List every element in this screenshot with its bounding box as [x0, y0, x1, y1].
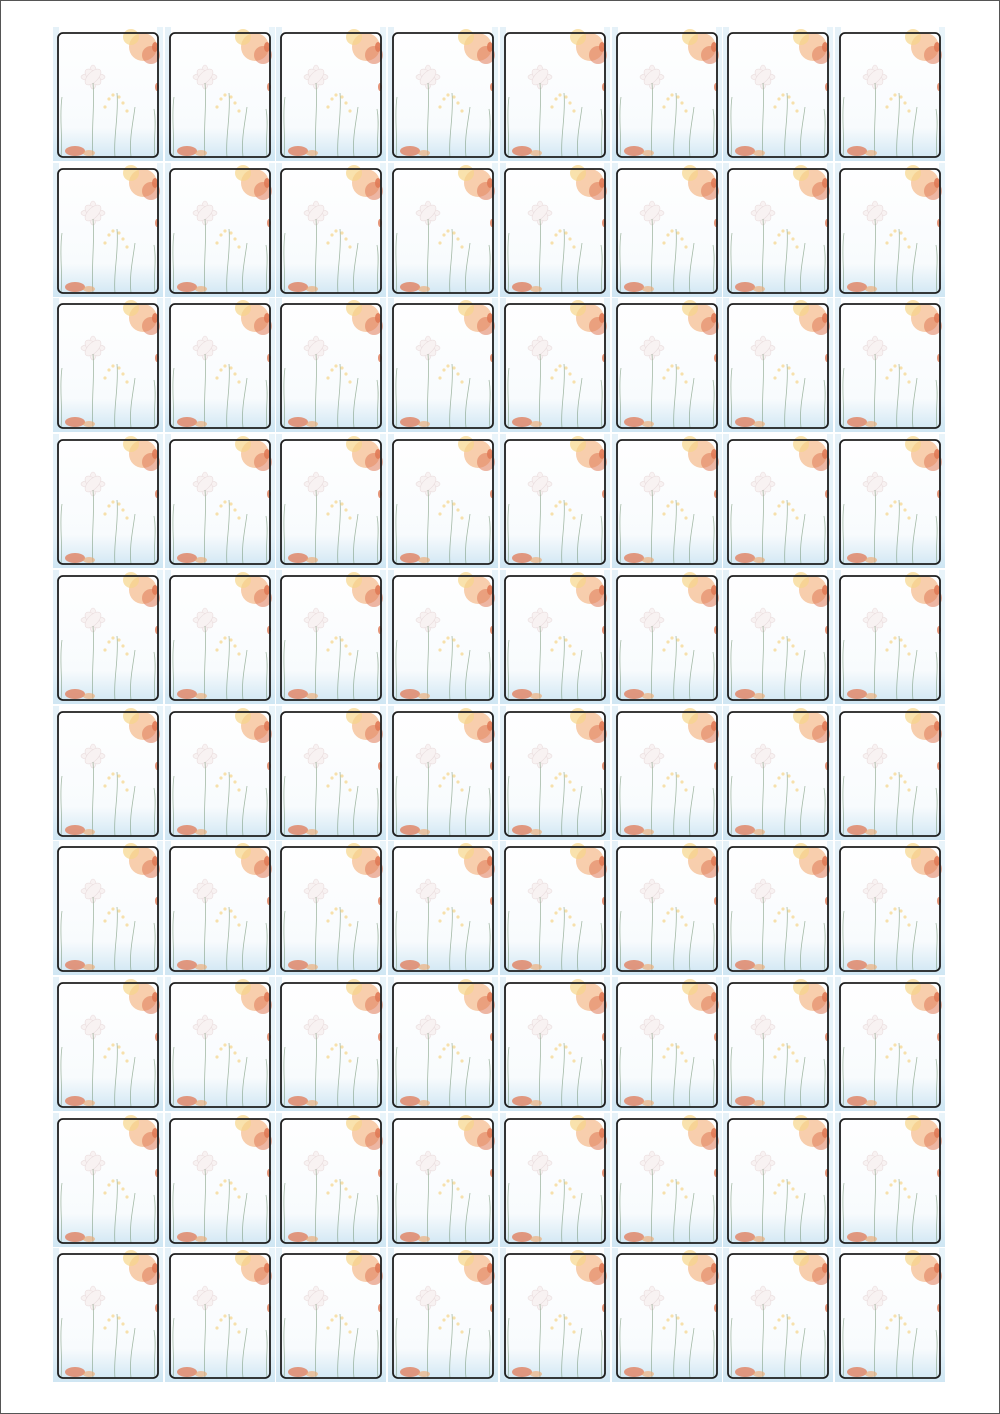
floral-label-tile — [500, 841, 610, 975]
floral-label-tile — [500, 298, 610, 432]
floral-label-tile — [53, 570, 163, 704]
floral-label-tile — [612, 434, 722, 568]
floral-label-tile — [612, 1248, 722, 1382]
floral-label-tile — [53, 706, 163, 840]
floral-label-tile — [165, 1248, 275, 1382]
floral-label-tile — [276, 1113, 386, 1247]
floral-label-tile — [835, 1248, 945, 1382]
floral-label-tile — [276, 570, 386, 704]
floral-label-tile — [165, 977, 275, 1111]
floral-label-tile — [500, 163, 610, 297]
floral-label-tile — [835, 570, 945, 704]
floral-label-tile — [388, 570, 498, 704]
floral-label-tile — [165, 706, 275, 840]
floral-label-tile — [723, 298, 833, 432]
floral-label-tile — [612, 706, 722, 840]
floral-label-tile — [53, 434, 163, 568]
floral-label-tile — [612, 977, 722, 1111]
floral-label-tile — [165, 570, 275, 704]
floral-label-tile — [165, 434, 275, 568]
floral-label-tile — [388, 434, 498, 568]
floral-label-tile — [276, 841, 386, 975]
floral-label-tile — [53, 1248, 163, 1382]
floral-label-tile — [723, 706, 833, 840]
floral-label-tile — [723, 977, 833, 1111]
floral-label-tile — [723, 27, 833, 161]
floral-label-tile — [388, 841, 498, 975]
floral-label-tile — [835, 27, 945, 161]
floral-label-tile — [835, 434, 945, 568]
floral-label-tile — [835, 163, 945, 297]
floral-label-tile — [835, 706, 945, 840]
floral-label-tile — [612, 1113, 722, 1247]
floral-label-tile — [723, 570, 833, 704]
floral-label-tile — [165, 841, 275, 975]
floral-label-tile — [723, 1113, 833, 1247]
floral-label-tile — [835, 1113, 945, 1247]
floral-label-tile — [276, 706, 386, 840]
floral-label-tile — [500, 1113, 610, 1247]
floral-label-tile — [53, 298, 163, 432]
floral-label-tile — [388, 1113, 498, 1247]
floral-label-tile — [723, 841, 833, 975]
floral-label-tile — [612, 841, 722, 975]
floral-label-tile — [500, 977, 610, 1111]
floral-label-tile — [500, 1248, 610, 1382]
floral-label-tile — [276, 977, 386, 1111]
floral-label-tile — [276, 27, 386, 161]
floral-label-tile — [500, 27, 610, 161]
label-grid — [53, 27, 945, 1387]
floral-label-tile — [500, 570, 610, 704]
floral-label-tile — [53, 27, 163, 161]
floral-label-tile — [723, 1248, 833, 1382]
floral-label-tile — [165, 27, 275, 161]
floral-label-tile — [53, 841, 163, 975]
floral-label-tile — [835, 298, 945, 432]
floral-label-tile — [276, 163, 386, 297]
floral-label-tile — [388, 163, 498, 297]
floral-label-tile — [612, 163, 722, 297]
floral-label-tile — [53, 163, 163, 297]
floral-label-tile — [612, 298, 722, 432]
floral-label-tile — [276, 434, 386, 568]
floral-label-tile — [388, 706, 498, 840]
floral-label-tile — [723, 163, 833, 297]
floral-label-tile — [612, 27, 722, 161]
floral-label-tile — [276, 298, 386, 432]
floral-label-tile — [53, 977, 163, 1111]
floral-label-tile — [165, 1113, 275, 1247]
floral-label-tile — [835, 841, 945, 975]
floral-label-tile — [165, 298, 275, 432]
floral-label-tile — [835, 977, 945, 1111]
floral-label-tile — [388, 977, 498, 1111]
floral-label-tile — [723, 434, 833, 568]
floral-label-tile — [388, 27, 498, 161]
floral-label-tile — [165, 163, 275, 297]
floral-label-tile — [388, 298, 498, 432]
floral-label-tile — [612, 570, 722, 704]
floral-label-tile — [500, 434, 610, 568]
floral-label-tile — [276, 1248, 386, 1382]
floral-label-tile — [500, 706, 610, 840]
floral-label-tile — [388, 1248, 498, 1382]
floral-label-tile — [53, 1113, 163, 1247]
